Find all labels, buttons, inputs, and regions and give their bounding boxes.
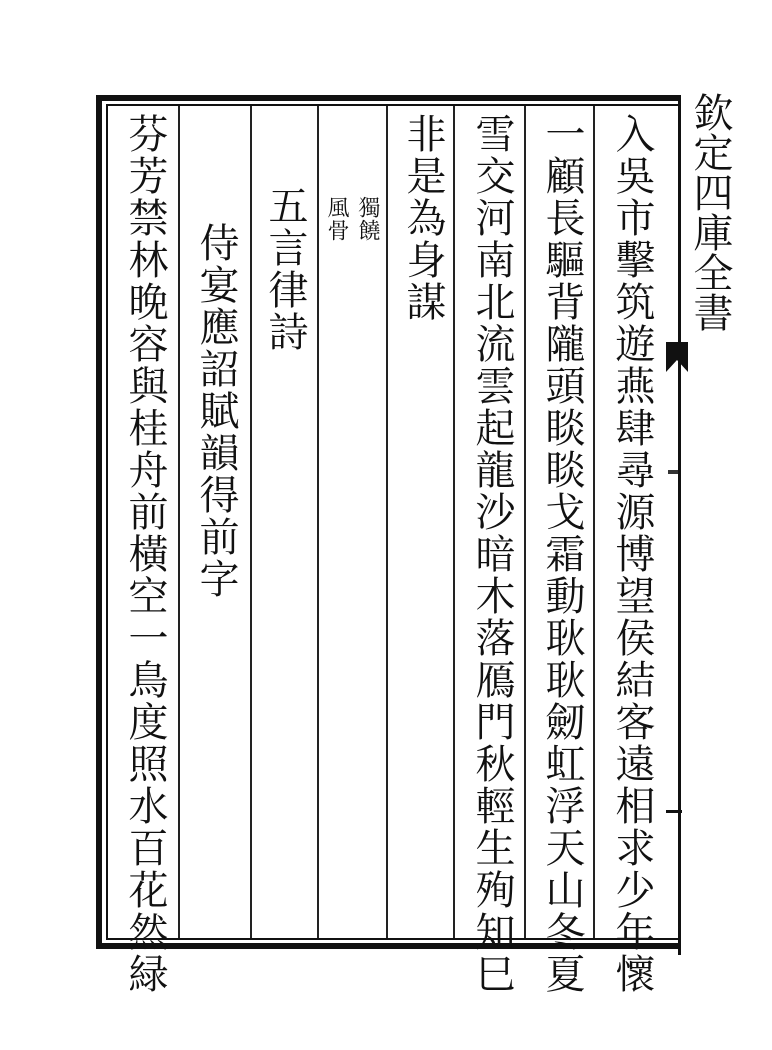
annotation-note-right: 獨饒	[355, 196, 380, 242]
text-column-2: 一顧長驅背隴頭睒睒戈霜動耿耿劒虹浮天山冬夏	[539, 113, 585, 995]
section-heading: 五言律詩	[262, 185, 308, 353]
column-divider	[317, 106, 319, 938]
page-right-stub	[666, 810, 682, 813]
column-divider	[453, 106, 455, 938]
column-divider	[593, 106, 595, 938]
text-column-3: 雪交河南北流雲起龍沙暗木落鴈門秋輕生殉知巳	[469, 113, 515, 995]
annotation-note-left: 風骨	[324, 196, 349, 242]
page-right-edge	[678, 95, 681, 955]
text-column-poem: 芬芳禁林晚容與桂舟前橫空一鳥度照水百花然緑	[122, 113, 168, 995]
poem-title: 侍宴應詔賦韻得前字	[193, 222, 239, 600]
column-divider	[250, 106, 252, 938]
text-column-1: 入吳市擊筑遊燕肆尋源博望侯結客遠相求少年懷	[609, 113, 655, 995]
book-title: 欽定四庫全書	[687, 92, 733, 332]
column-divider	[524, 106, 526, 938]
column-divider	[386, 106, 388, 938]
text-column-4: 非是為身謀	[400, 113, 446, 323]
column-divider	[178, 106, 180, 938]
